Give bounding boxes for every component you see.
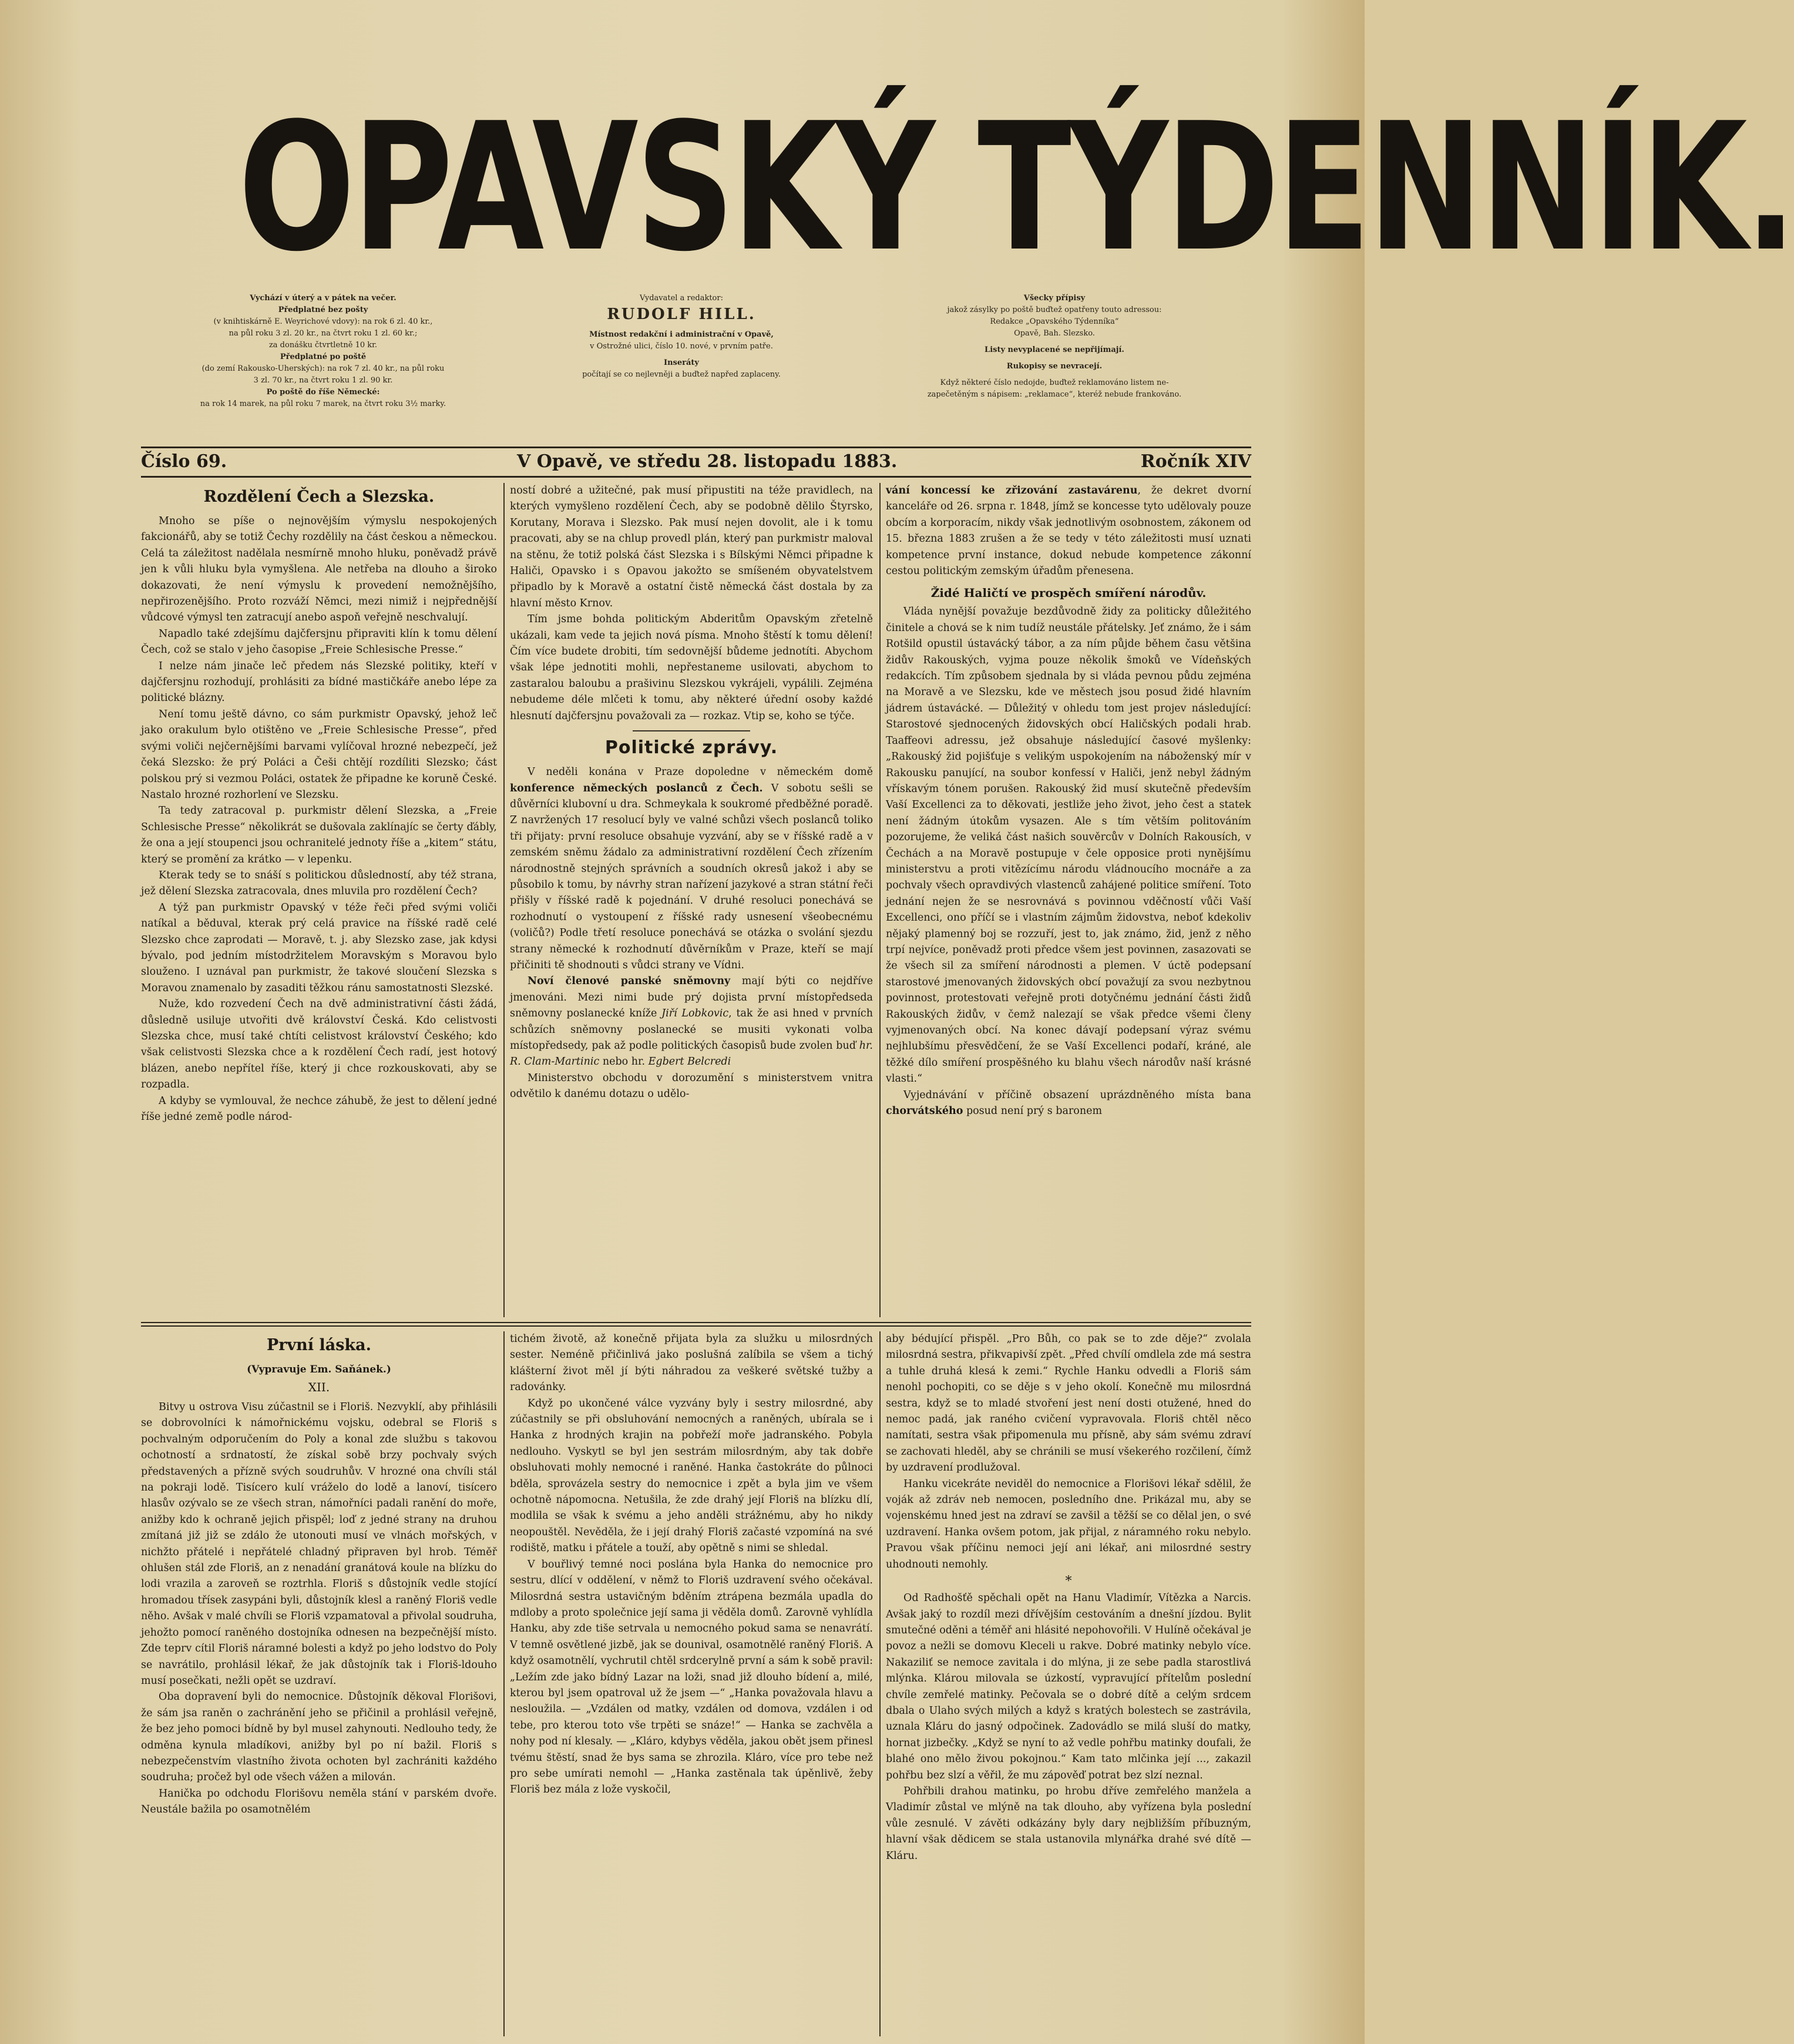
politics-column — [510, 483, 873, 1317]
article-paragraph: ností dobré a užitečné, pak musí připustiti na téže pravidlech, na kterých vymyšleno rozdělení Čech, aby se podobně dělilo Štyrsko, Korutany, Morava i Slezsko. Pak musí nejen dovolit, ale i k tomu pracovati, aby se na chlup provedl plán, který pan purkmistr maloval na stěnu, že totiž polská část Slezska i s Bílskými Němci připadne k Haliči, Opavsko i s Opavou jakožto se smíšeném obyvatelstvem připadlo by k Moravě a ostatní čistě německá část dostala by za hlavní město Krnov. — [510, 485, 873, 609]
story-paragraph: Hanička po odchodu Florišovu neměla stání v parském dvoře. Neustále bažila po osamotnělém — [141, 1787, 497, 1816]
story-paragraph: aby bédující přispěl. „Pro Bůh, co pak se to zde děje?“ zvolala milosrdná sestra, přikvapivší zpět. „Před chvílí omdlela zde má sestra a tuhle druhá klesá k zemi.“ Rychle Hanku odvedli a Floriš sám nenohl pochopiti, co se děje s v jeho okolí. Konečně mu milosrdná sestra, když se to mladé stvoření jest není dosti otužené, hned do nemoc padá, jak raného cvičení vypravovala. Floriš chtěl něco namítati, sestra však připomenula mu přísně, aby sám svému zdraví se zachovati hleděl, aby se chránili se musí všekerého rozčilení, čímž by uzdravení prodlužoval. — [886, 1333, 1251, 1474]
ads-heading: Inseráty — [664, 358, 699, 367]
column-divider — [879, 483, 881, 1317]
jews-heading: Židé Haličtí ve prospěch smíření národův. — [930, 586, 1207, 600]
correspondence-line: Když některé číslo nedojde, buďtež reklamováno listem ne- — [940, 378, 1169, 387]
text-run: Noví členové panské sněmovny — [528, 975, 731, 988]
story-paragraph: Hanku vicekráte neviděl do nemocnice a Florišovi lékař sdělil, že voják až zdráv neb nemocen, posledního dne. Prikázal mu, aby se vojenskému hned jest na zdraví se zavšil a těžší se co dělal jen, o své uzdravení. Hanka ovšem potom, jak přijal, z náramného roku nebylo. Pravou však příčinu nemoci její ani lékař, ani milosrdné sestry uhodnouti nemohly. — [886, 1478, 1251, 1570]
story-paragraph: Bitvy u ostrova Visu zúčastnil se i Floriš. Nezvyklí, aby přihlásili se dobrovolníci k námořnickému vojsku, odebral se Floriš s pochvalným odporučením do Poly a konal zde službu s takovou ochotností a srdnatostí, že získal sobě brzy pochvaly svých představených a přízně svých soudruhův. V hrozné ona chvíli stál na pokraji lodě. Tisícero kulí vráželo do lodě a lanoví, tisícero hlasův ozývalo se ze všech stran, námořníci padali ranění do moře, anižby kdo k ochraně jejich přispěl; loď z jedné strany na druhou zmítaná již již se zdálo že utonouti musí ve vlnách mořských, v nichžto přátelé i nepřátelé chladný připraven byl hrob. Téměř ohlušen stál zde Floriš, an z nenadání granátová koule na blízku do lodi vrazila a zaroveň se roztrhla. Floriš s důstojník vedle stojící hromadou třísek zasypáni byli, důstojník klesl a raněný Floriš vedle něho. Avšak v malé chvíli se Floriš vzpamatoval a přivolal soudruha, jehožto pomocí raněného dostojníka odnesen na bezpečnější místo. Zde teprv cítil Floriš náramné bolesti a když po jeho lodstvo do Poly se navrátilo, prohlásil lékař, že jak důstojník tak i Floriš-ldouho musí posečkati, nežli opět se uzdraví. — [141, 1401, 497, 1687]
text-run: Jiří Lobkovic — [661, 1008, 729, 1020]
subscription-line: na půl roku 3 zl. 20 kr., na čtvrt roku 1 zl. 60 kr.; — [229, 329, 418, 338]
article-paragraph: Mnoho se píše o nejnovějším výmyslu nespokojených fakcionářů, aby se totiž Čechy rozdělily na část českou a německou. Celá ta záležitost nadělala nesmírně mnoho hluku, poněvadž právě jen k vůli hluku byla vymyšlena. Ale netřeba na dlouho a široko dokazovati, že není výmyslu k provedení nemožnějšího, nepřirozenějšího. Proto rozváží Němci, mezi nimiž i nejpřednější vůdcové výmysl ten zatracují anebo aspoň veřejně neschvalují. — [141, 515, 497, 624]
text-run: , tak že asi hned v prvních schůzích sněmovny poslanecké se musiti vykonati volba místopředsedy, pak až podle politických časopisů bude zvolen buď — [510, 1008, 874, 1052]
story-paragraph: tichém životě, až konečně přijata byla za služku u milosrdných sester. Neméně přičinlivá jako poslušná zalíbila se všem a tichý klášterní život měl jí býti náhradou za veškeré světské tužby a radovánky. — [510, 1333, 873, 1394]
column-divider — [503, 483, 505, 1317]
article-paragraph — [886, 483, 1251, 579]
article-partition-column — [141, 483, 497, 1317]
feuilleton-rule — [141, 1322, 1251, 1323]
correspondence-line: zapečetěným s nápisem: „reklamace“, kteréž nebude frankováno. — [927, 390, 1182, 399]
correspondence-line: jakož zásylky po poště buďtež opatřeny touto adressou: — [947, 306, 1162, 314]
text-run: posud není prý s baronem — [963, 1105, 1103, 1117]
office-heading: Místnost redakční i administrační v Opavě, — [589, 330, 774, 339]
text-run: konference německých poslanců z Čech. — [510, 782, 763, 794]
article-paragraph: A kdyby se vymlouval, že nechce záhubě, že jest to dělení jedné říše jedné země podle národ- — [141, 1095, 497, 1123]
subscription-line: 3 zl. 70 kr., na čtvrt roku 1 zl. 90 kr. — [253, 376, 393, 385]
germany-subscription-heading: Po poště do říše Německé: — [266, 388, 380, 397]
correspondence-line: Redakce „Opavského Týdenníka“ — [990, 317, 1119, 326]
text-run: V neděli konána v Praze dopoledne v německém domě — [528, 766, 873, 778]
story-paragraph: Oba dopravení byli do nemocnice. Důstojník děkoval Florišovi, že sám jsa raněn o zachránění jeho se přičinil a prohlásil veřejně, že bez jeho pomoci bídně by byl musel zahynouti. Nedlouho tedy, že odměna kynula mladíkovi, anižby byl po ní bažil. Floriš s nebezpečenstvím vlastního života ochoten byl zachrániti každého soudruha; pročež byl ode všech vážen a milován. — [141, 1691, 497, 1784]
feuilleton-heading: První láska. — [266, 1336, 372, 1354]
article-paragraph: I nelze nám jinače leč předem nás Slezské politiky, kteří v dajčfersjnu rozhodují, prohlásiti za bídné mastičkáře anebo lépe za politické blázny. — [141, 660, 497, 704]
article-paragraph: Napadlo také zdejšímu dajčfersjnu připraviti klín k tomu dělení Čech, což se stalo v jeho časopise „Freie Schlesische Presse.“ — [141, 627, 497, 656]
story-paragraph: V bouřlivý temné noci poslána byla Hanka do nemocnice pro sestru, dlící v oddělení, v němž to Floriš uzdravení svého očekával. Milosrdná sestra ustavičným bděním ztrápena bezmála upadla do mdloby a proto společnice její sama ji věděla domů. Zarovně vyhlídla Hanku, aby zde tiše setrvala u nemocného pokud sama se nenavrátí. V temně osvětlené jizbě, jak se dounival, osamotnělé raněný Floriš. A když osamotnělí, vychrutil chtěl srdcerylně první a sám k sobě pravil: „Ležím zde jako bídný Lazar na loži, snad již dlouho bídení a, milé, kterou byl jsem opatroval už že jsem —“ „Hanka považovala hlavu a nesloužila. — „Vzdálen od matky, vzdálen od domova, vzdálen i od tebe, pro kterou toto vše trpěti se snáze!“ — Hanka se zachvěla a nohy pod ní klesaly. — „Kláro, kdybys věděla, jakou obět jsem přinesl tvému štěstí, snad že bys sama se zhrozila. Kláro, více pro tebe než pro sebe umírati nemohl — „Hanka zastěnala tak úpěnlivě, žeby Floriš bez mála z lože vyskočil, — [510, 1558, 873, 1796]
news-column — [886, 483, 1251, 1317]
ads-text: počítají se co nejlevněji a buďtež napřed zaplaceny. — [582, 370, 781, 379]
dateline-bottom-rule — [141, 476, 1251, 478]
feuilleton-column — [141, 1331, 497, 2036]
text-run: hr. R. Clam-Martinic — [510, 1040, 873, 1068]
text-run: , že dekret dvorní kanceláře od 26. srpna r. 1848, jímž se koncesse tyto udělovaly pouze obcím a korporacím, nikdy však jednotlivým osobnostem, zákonem od 15. března 1883 zrušen a že se tedy v této záležitosti musí uznati kompetence první instance, dokud nebude kompetence zákonní cestou politickým zemským úřadům přenesena. — [886, 485, 1252, 578]
text-run: Vyjednávání v příčině obsazení uprázdněného místa bana — [903, 1089, 1251, 1101]
dateline — [141, 450, 1251, 474]
correspondence-line: Listy nevyplacené se nepřijímají. — [985, 345, 1124, 354]
correspondence-line: Opavě, Bah. Slezsko. — [1014, 329, 1095, 338]
section-star: * — [1065, 1574, 1072, 1589]
feuilleton-rule — [141, 1325, 1251, 1327]
article-paragraph: Kterak tedy se to snáší s politickou důsledností, aby též strana, jež dělení Slezska zatracovala, dnes mluvila pro rozdělení Čech? — [141, 869, 497, 898]
text-run: chorvátského — [886, 1105, 963, 1117]
issue-date: V Opavě, ve středu 28. listopadu 1883. — [517, 451, 898, 472]
article-paragraph — [510, 974, 873, 1070]
subscription-line: na rok 14 marek, na půl roku 7 marek, na čtvrt roku 3½ marky. — [200, 400, 446, 408]
politics-heading: Politické zprávy. — [604, 737, 778, 758]
article-paragraph: Ta tedy zatracoval p. purkmistr dělení Slezska, a „Freie Schlesische Presse“ několikrát se dušovala zaklínajíc se čerty ďábly, že ona a její stoupenci jsou ochranitelé jednoty říše a „kitem“ státu, který se promění za krátko — v lepenku. — [141, 805, 497, 865]
feuilleton-chapter: XII. — [308, 1380, 330, 1394]
subscription-line: (do zemí Rakousko-Uherských): na rok 7 zl. 40 kr., na půl roku — [201, 364, 445, 373]
subscription-heading: Předplatné bez pošty — [278, 306, 368, 314]
publisher-name: RUDOLF HILL. — [607, 306, 756, 323]
subscription-line: za donášku čtvrtletně 10 kr. — [268, 341, 378, 350]
subscription-line: (v knihtiskárně E. Weyrichové vdovy): na rok 6 zl. 40 kr., — [213, 317, 433, 326]
feuilleton-author: (Vypravuje Em. Saňánek.) — [247, 1364, 391, 1375]
text-run: nebo hr. — [599, 1056, 649, 1068]
correspondence-heading: Všecky přípisy — [1023, 294, 1086, 303]
story-column-3 — [886, 1331, 1251, 2036]
story-paragraph: Od Radhošťě spěchali opět na Hanu Vladimír, Vítězka a Narcis. Avšak jaký to rozdíl mezi dřívějším cestováním a dnešní jízdou. Bylit smutečné oděni a téměř ani hlásité nepohovořili. V Hulíně očekával je povoz a nežli se domovu Kleceli u rakve. Dobré matinky nebylo více. Nakaziliť se nemoce zavitala i do mlýna, ji ze sebe padla starostlivá mlýnka. Klárou milovala se úzkostí, vypravující přítelům poslední chvíle zemřelé matinky. Pečovala se o dobré dítě a celým srdcem dbala o Ulaho svých milých a když s kratých bolestech se zastrávila, uznala Kláru do jasný odpočinek. Zadovádlo se milá sluší do matky, hornat jizbečky. „Když se nyní to až vedle pohřbu matinky doufali, že blahé ono mělo živou pokojnou.“ Kam tato mlčinka její ..., zakazil pohřbu bez slzí a věřil, že mu zápověď potrat bez slzí neznal. — [886, 1592, 1251, 1781]
article-paragraph: Nuže, kdo rozvedení Čech na dvě administrativní části žádá, důsledně usiluje utvořiti dvě království Česká. Kdo celistvosti Slezska chce, musí také chtíti celistvost království Českého; kdo však celistvosti Slezska chce a k rozdělení Čech radí, jest hotový blázen, anebo nepřítel říše, který ji chce rozkouskovati, aby se rozpadla. — [141, 998, 497, 1091]
masthead-title: OPAVSKÝ TÝDENNÍK. — [238, 85, 1794, 290]
article-paragraph: Není tomu ještě dávno, co sám purkmistr Opavský, jehož leč jako orakulum bylo otištěno ve „Freie Schlesische Presse“, před svými voliči nejčernějšími barvami vylíčoval hrozné nebezpečí, jež čeká Slezsko: že prý Poláci a Češi chtějí rozdíliti Slezsko; část polskou prý si vezmou Poláci, ostatek že připadne ke koruně České. Nastalo hrozné rozhorlení ve Slezsku. — [141, 708, 497, 801]
postal-subscription-heading: Předplatné po poště — [280, 353, 367, 361]
subscription-info — [141, 293, 505, 410]
section-divider — [633, 730, 750, 731]
article-paragraph — [886, 1088, 1251, 1120]
correspondence-info — [858, 293, 1251, 401]
column-divider — [879, 1331, 881, 2036]
publisher-label: Vydavatel a redaktor: — [640, 294, 723, 303]
text-run: mají býti co nejdříve jmenováni. Mezi nimi bude prý dojista první místopředseda sněmovny poslanecké kníže — [510, 975, 873, 1020]
correspondence-line: Rukopisy se nevracejí. — [1006, 362, 1103, 371]
article-paragraph: Tím jsme bohda politickým Abderitům Opavským zřetelně ukázali, kam vede ta jejich nová písma. Mnoho štěstí k tomu dělení! Čím více budete drobiti, tím sedovnější bůdeme jednotíti. Abychom však lépe jednotiti mohli, nepřestaneme usilovati, abychom to zastaralou baloubu a prašivinu Slezskou vykrájeli, vypálili. Zejména nebudeme déle mlčeti k tomu, aby některé úřední osoby každé hlesnutí dajčfersjnu považovali za — rozkaz. Vtip se, koho se týče. — [510, 613, 873, 722]
publication-days: Vychází v úterý a v pátek na večer. — [250, 294, 397, 303]
text-run: vání koncessí ke zřizování zastavárenu — [886, 485, 1138, 496]
volume-number: Ročník XIV — [1140, 451, 1251, 472]
article-paragraph — [510, 764, 873, 974]
story-column-2 — [510, 1331, 873, 2036]
text-run: Egbert Belcredi — [648, 1056, 731, 1068]
article-paragraph: Ministerstvo obchodu v dorozumění s ministerstvem vnitra odvětilo k danému dotazu o udělo- — [510, 1072, 873, 1100]
story-paragraph: Když po ukončené válce vyzvány byly i sestry milosrdné, aby zúčastnily se při obsluhování nemocných a raněných, ubírala se i Hanka z hrodných krajin na pobřeží moře jadranského. Pobyla nedlouho. Vyskytl se byl jen sestrám milosrdným, aby tak dobře obsluhovati mohly nemocné i raněné. Hanka častokráte do půlnoci bděla, sprovázela sestry do nemocnice i zpět a byla jim ve všem ochotně nápomocna. Netušila, že zde drahý její Floriš na blízku dlí, modlila se však k svému a jeho anděli strážnému, aby ho nikdy neopouštěl. Nevěděla, že i její drahý Floriš začasté vzpomíná na své rodiště, matku i přátele a touží, aby opětně s nimi se shledal. — [510, 1397, 873, 1555]
article-heading: Rozdělení Čech a Slezska. — [203, 488, 435, 506]
article-paragraph: A týž pan purkmistr Opavský v téže řeči před svými voliči natíkal a běduval, kterak prý celá pravice na říšské radě celé Slezsko chce zaprodati — Moravě, t. j. aby Slezsko zase, jak kdysi bývalo, pod jedním místodržitelem Moravským s Moravou bylo slouženo. I uznával pan purkmistr, že takové sloučení Slezska s Moravou znamenalo by zasaditi těžkou ránu samostatnosti Slezské. — [141, 901, 497, 994]
article-paragraph: Vláda nynější považuje bezdůvodně židy za politicky důležitého činitele a chová se k nim tudíž neustále přátelsky. Jeť známo, že i sám Rotšild opustil ústavácký tábor, a za ním půjde během času většina židův Rakouských, vyjma pouze několik šmoků ve Vídeňských redakcích. Tím způsobem sjednala by si vláda pevnou půdu zejména na Moravě a ve Slezsku, kde ve městech jsou posud židé hlavním jádrem ústavácké. — Důležitý v ohledu tom jest projev následující: Starostové sjednocených židovských obcí Haličských podali hrab. Taaffeovi adressu, jež obsahuje následující časové myšlenky: „Rakouský žid pojišťuje s velikým uspokojením na náboženský mír v Rakousku panující, na soubor konfessí v Haliči, jenž nebyl žádným vřískavým tónem porušen. Rakouský žid musí skutečně především Vaší Excellenci za to děkovati, jestliže jeho život, jeho čest a statek není žádným útokům vysazen. Ale s tím větším politováním pozorujeme, že veliká část našich souvěrcův v Dolních Rakousích, v Čechách a na Moravě postupuje v čele opposice proti nynějšímu ministerstvu a proti vitězícímu národu vládnoucího mocnáře a za pochvaly všech opravdivých vlastenců zahájené politice smíření. Toto jednání nejen že se nesrovnává s povinnou vděčností vůči Vaší Excellenci, ono příčí se i vlastním zájmům židovstva, neboť kdekoliv nějaký plamenný boj se rozzuří, jest to, jak známo, žid, jenž z něho trpí nejvíce, poněvadž proti předce všem jest povinnen, zasazovati se že všech sil za smíření národnosti a plemen. V úctě podepsaní starostové jmenovaných židovských obcí považují za svou nezbytnou povinnost, protestovati veřejně proti dotyčnému jednání části židů Rakouských židův, v čemž nalezají se však předce všemi členy vyjmenovaných obcí. Na konec dávají podepsaní výraz svému nejhlubšímu přesvědčení, že se Vaší Excellenci podaří, kráné, ale těžké dílo smíření prospěšného ku blahu všech národův naší krásné vlasti.“ — [886, 606, 1251, 1085]
publisher-info — [517, 293, 846, 381]
office-address: v Ostrožné ulici, číslo 10. nové, v prvním patře. — [590, 342, 773, 351]
column-divider — [503, 1331, 505, 2036]
dateline-top-rule — [141, 447, 1251, 448]
text-run: V sobotu sešli se důvěrníci klubovní u dra. Schmeykala k soukromé předběžné poradě. Z navržených 17 resolucí byly ve valné schůzi všech poslanců toliko tři přijaty: první resoluce obsahuje vyzvání, aby se v říšské radě a v zemském sněmu žádalo za administrativní rozdělení Čech zřízením národnostně stejných správních a soudních okresů jakož i aby se působilo k tomu, by návrhy stran nařízení jazykové a stran státní řeči přišly v říšské radě k pojednání. V druhé resoluci ponechává se rozhodnutí o vystoupení z říšské rady usnesení všeobecnému (voličů?) Podle třetí resoluce ponechává se otázka o svolání sjezdu strany německé k rozhodnutí důvěrníkům v Praze, kteří se mají přičiniti tě shodnouti s vůdci strany ve Vídni. — [510, 782, 873, 971]
story-paragraph: Pohřbili drahou matinku, po hrobu dříve zemřelého manžela a Vladimír zůstal ve mlýně na tak dlouho, aby vyřízena byla poslední vůle zesnulé. V závěti odkázány byly dary nejbližším příbuzným, hlavní však dědicem se stala ustanovila mlynářka drahé své dítě — Kláru. — [886, 1785, 1251, 1862]
issue-number: Číslo 69. — [141, 451, 227, 472]
